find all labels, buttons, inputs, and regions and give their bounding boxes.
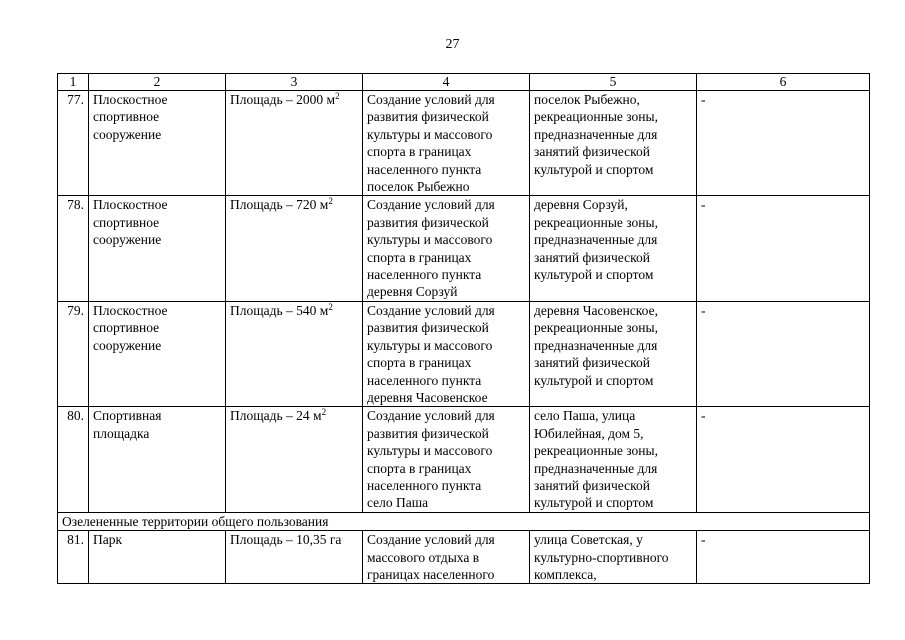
table-row <box>58 531 870 584</box>
object-area: Площадь – 2000 $м^2$ <box>226 91 363 196</box>
page-number: 27 <box>445 37 460 52</box>
row-number: 80. <box>58 407 89 512</box>
object-location: село Паша, улица Юбилейная, дом 5, рекреационные зоны, предназначенные для занятий физической культурой и спортом <box>530 407 697 512</box>
object-col6: - <box>697 531 870 584</box>
object-purpose: Создание условий для развития физической культуры и массового спорта в границах населенного пункта поселок Рыбежно <box>363 91 530 196</box>
object-name: Спортивная площадка <box>89 407 226 512</box>
object-location: поселок Рыбежно, рекреационные зоны, предназначенные для занятий физической культурой и спортом <box>530 91 697 196</box>
object-purpose: Создание условий для развития физической культуры и массового спорта в границах населенного пункта деревня Сорзуй <box>363 196 530 301</box>
object-name: Плоскостное спортивное сооружение <box>89 301 226 406</box>
row-number: 81. <box>58 531 89 584</box>
table-row <box>58 407 870 512</box>
header-cell-2: 2 <box>89 74 226 91</box>
header-cell-3: 3 <box>226 74 363 91</box>
header-row <box>58 74 870 91</box>
section-row <box>58 512 870 530</box>
object-col6: - <box>697 301 870 406</box>
header-cell-5: 5 <box>530 74 697 91</box>
object-location: деревня Сорзуй, рекреационные зоны, предназначенные для занятий физической культурой и спортом <box>530 196 697 301</box>
object-area: Площадь – 10,35 га <box>226 531 363 584</box>
object-name: Плоскостное спортивное сооружение <box>89 196 226 301</box>
table-row <box>58 196 870 301</box>
object-col6: - <box>697 407 870 512</box>
planning-table <box>57 73 870 584</box>
table-row <box>58 301 870 406</box>
object-location: улица Советская, у культурно-спортивного комплекса, <box>530 531 697 584</box>
section-title: Озелененные территории общего пользования <box>58 512 870 530</box>
object-area: Площадь – 24 $м^2$ <box>226 407 363 512</box>
row-number: 79. <box>58 301 89 406</box>
row-number: 77. <box>58 91 89 196</box>
header-cell-1: 1 <box>58 74 89 91</box>
object-purpose: Создание условий для массового отдыха в границах населенного <box>363 531 530 584</box>
object-purpose: Создание условий для развития физической культуры и массового спорта в границах населенного пункта деревня Часовенское <box>363 301 530 406</box>
object-location: деревня Часовенское, рекреационные зоны, предназначенные для занятий физической культурой и спортом <box>530 301 697 406</box>
object-col6: - <box>697 196 870 301</box>
header-cell-4: 4 <box>363 74 530 91</box>
row-number: 78. <box>58 196 89 301</box>
object-area: Площадь – 540 $м^2$ <box>226 301 363 406</box>
object-name: Парк <box>89 531 226 584</box>
object-name: Плоскостное спортивное сооружение <box>89 91 226 196</box>
object-purpose: Создание условий для развития физической культуры и массового спорта в границах населенного пункта село Паша <box>363 407 530 512</box>
object-area: Площадь – 720 $м^2$ <box>226 196 363 301</box>
table-row <box>58 91 870 196</box>
header-cell-6: 6 <box>697 74 870 91</box>
object-col6: - <box>697 91 870 196</box>
